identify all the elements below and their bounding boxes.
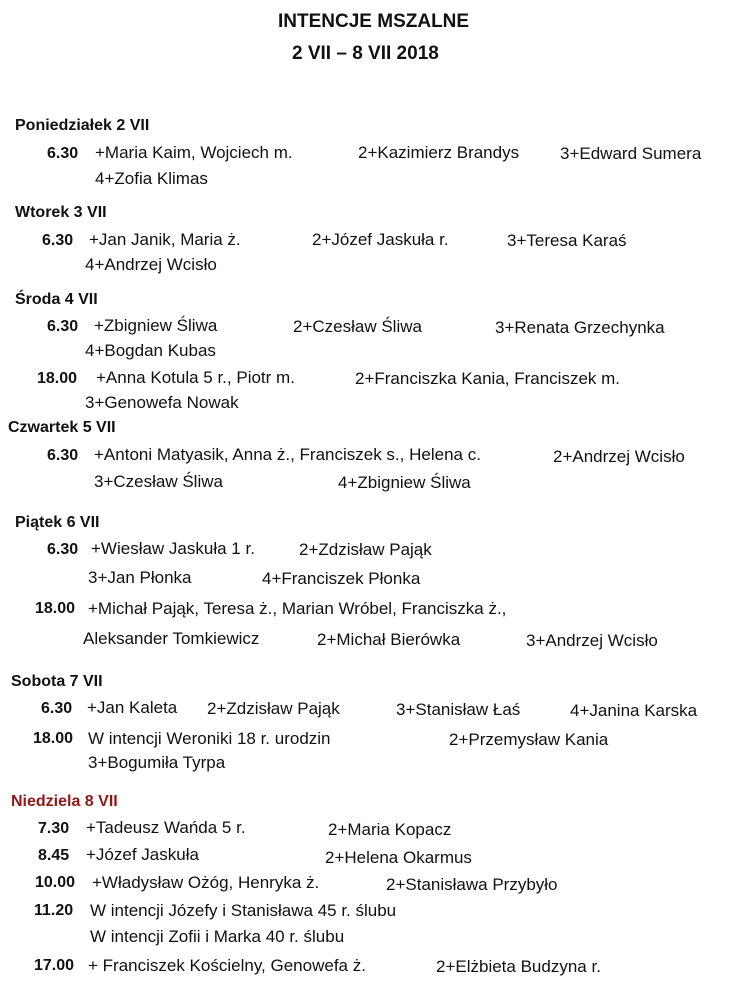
intention: +Tadeusz Wańda 5 r. (86, 818, 246, 837)
intention: 3+Bogumiła Tyrpa (88, 753, 226, 772)
intention: 4+Zbigniew Śliwa (338, 473, 471, 492)
intention: +Wiesław Jaskuła 1 r. (91, 539, 255, 558)
intention: 2+Andrzej Wcisło (553, 447, 685, 466)
intention: 4+Andrzej Wcisło (85, 255, 217, 274)
day-heading-thursday: Czwartek 5 VII (8, 419, 116, 436)
day-heading-friday: Piątek 6 VII (15, 514, 100, 531)
intention: 2+Stanisława Przybyło (386, 875, 558, 894)
intention: 2+Czesław Śliwa (293, 317, 422, 336)
intention: +Władysław Ożóg, Henryka ż. (92, 873, 320, 892)
intention: 3+Edward Sumera (560, 144, 702, 163)
intention: +Anna Kotula 5 r., Piotr m. (96, 368, 295, 387)
mass-time: 10.00 (35, 874, 76, 891)
intention: 4+Bogdan Kubas (85, 341, 216, 360)
mass-time: 17.00 (34, 957, 75, 974)
intention: +Jan Kaleta (87, 698, 178, 717)
intention: + Franciszek Kościelny, Genowefa ż. (88, 956, 366, 975)
mass-time: 18.00 (37, 370, 78, 387)
mass-time: 6.30 (47, 541, 79, 558)
mass-time: 18.00 (33, 730, 74, 747)
day-heading-sunday: Niedziela 8 VII (11, 793, 118, 810)
page-subtitle: 2 VII – 8 VII 2018 (292, 43, 439, 64)
mass-time: 8.45 (38, 847, 70, 864)
intention: 2+Michał Bierówka (317, 630, 461, 649)
intention: 3+Renata Grzechynka (495, 318, 665, 337)
mass-time: 18.00 (35, 600, 76, 617)
day-heading-monday: Poniedziałek 2 VII (15, 117, 150, 134)
intention: W intencji Weroniki 18 r. urodzin (88, 729, 331, 748)
day-heading-wednesday: Środa 4 VII (15, 291, 98, 308)
intention: 2+Przemysław Kania (449, 730, 609, 749)
intention: +Michał Pająk, Teresa ż., Marian Wróbel, Franciszka ż., (88, 599, 507, 618)
intention: 2+Elżbieta Budzyna r. (436, 957, 601, 976)
intention: 3+Czesław Śliwa (94, 472, 223, 491)
mass-time: 6.30 (47, 145, 79, 162)
mass-time: 11.20 (34, 902, 74, 919)
intention: +Zbigniew Śliwa (94, 316, 218, 335)
intention: 3+Andrzej Wcisło (526, 631, 658, 650)
intention: +Jan Janik, Maria ż. (89, 230, 241, 249)
intention: 2+Józef Jaskuła r. (312, 230, 449, 249)
intention: Aleksander Tomkiewicz (83, 629, 260, 648)
intention: +Antoni Matyasik, Anna ż., Franciszek s., Helena c. (94, 445, 481, 464)
intention: 2+Kazimierz Brandys (358, 143, 520, 162)
intention: W intencji Józefy i Stanisława 45 r. ślubu (90, 901, 397, 920)
intention: 3+Genowefa Nowak (85, 393, 239, 412)
intention: 4+Janina Karska (570, 701, 698, 720)
day-heading-tuesday: Wtorek 3 VII (15, 204, 107, 221)
intention: 2+Maria Kopacz (328, 820, 452, 839)
intention: 2+Zdzisław Pająk (207, 699, 340, 718)
intention: 3+Stanisław Łaś (396, 700, 521, 719)
page-title: INTENCJE MSZALNE (278, 11, 470, 32)
day-heading-saturday: Sobota 7 VII (11, 673, 103, 690)
intention: 4+Zofia Klimas (95, 169, 208, 188)
intention: +Maria Kaim, Wojciech m. (95, 143, 293, 162)
intention: 2+Franciszka Kania, Franciszek m. (355, 369, 621, 388)
mass-time: 6.30 (47, 447, 79, 464)
intention: 4+Franciszek Płonka (262, 569, 421, 588)
mass-time: 7.30 (38, 820, 70, 837)
mass-time: 6.30 (41, 700, 73, 717)
mass-time: 6.30 (42, 232, 74, 249)
intention: 3+Teresa Karaś (507, 231, 627, 250)
intention: +Józef Jaskuła (86, 845, 199, 864)
intention: W intencji Zofii i Marka 40 r. ślubu (90, 927, 345, 946)
mass-time: 6.30 (47, 318, 79, 335)
intention: 3+Jan Płonka (88, 568, 192, 587)
intention: 2+Helena Okarmus (325, 848, 472, 867)
intention: 2+Zdzisław Pająk (299, 540, 432, 559)
